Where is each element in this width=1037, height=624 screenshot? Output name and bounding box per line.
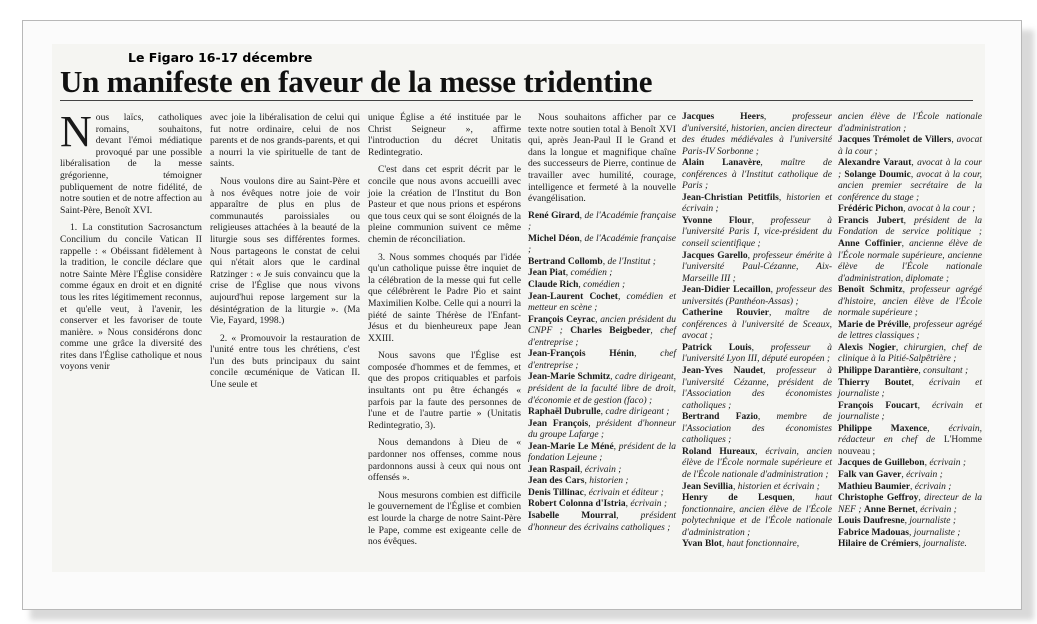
article-column-1 <box>60 107 202 379</box>
signatories-list: René Girard, de l'Académie française ; Michel Déon, de l'Académie française ; Bertrand Collomb, de l'Institut ; Jean Piat, comédien ; Claude Rich, comédien ; Jean-Laurent Cochet, comédien et metteur en scène ; François Ceyrac, ancien président du CNPF ; Charles Beigbeder, chef d'entreprise ; Jean-François Hénin, chef d'entreprise ; Jean-Marie Schmitz, cadre dirigeant, président de la faculté libre de droit, d'économie et de gestion (faco) ; Raphaël Dubrulle, cadre dirigeant ; Jean François, président d'honneur du groupe Lafarge ; Jean-Marie Le Méné, président de la fondation Lejeune ; Jean Raspail, écrivain ; Jean des Cars, historien ; Denis Tillinac, écrivain et éditeur ; Robert Colonna d'Istria, écrivain ; Isabelle Mourral, président d'honneur des écrivains catholiques ; <box>528 210 677 533</box>
signatories-list: ancien élève de l'École nationale d'administration ; Jacques Trémolet de Villers, avocat à la cour ; Alexandre Varaut, avocat à la cour ; Solange Doumic, avocat à la cour, ancien premier secrétaire de la conférence du stage ; Frédéric Pichon, avocat à la cour ; Francis Jubert, président de la Fondation de service politique ; Anne Coffinier, ancienne élève de l'École normale supérieure, ancienne élève de l'École nationale d'administration, diplomate ; Benoît Schmitz, professeur agrégé d'histoire, ancien élève de l'École normale supérieure ; Marie de Préville, professeur agrégé de lettres classiques ; Alexis Nogier, chirurgien, chef de clinique à la Pitié-Salpêtrière ; Philippe Darantière, consultant ; Thierry Boutet, écrivain et journaliste ; François Foucart, écrivain et journaliste ; Philippe Maxence, écrivain, rédacteur en chef de L'Homme nouveau ; Jacques de Guillebon, écrivain ; Falk van Gaver, écrivain ; Mathieu Baumier, écrivain ; Christophe Geffroy, directeur de la NEF ; Anne Bernet, écrivain ; Louis Daufresne, journaliste ; Fabrice Madouas, journaliste ; Hilaire de Crémiers, journaliste. <box>838 112 983 550</box>
signatories-list: Jacques Heers, professeur d'université, historien, ancien directeur des études médiévales à l'université Paris-IV Sorbonne ; Alain Lanavère, maître de conférences à l'Institut catholique de Paris ; Jean-Christian Petitfils, historien et écrivain ; Yvonne Flour, professeur à l'université Paris I, vice-président du conseil scientifique ; Jacques Garello, professeur émérite à l'université Paul-Cézanne, Aix-Marseille III ; Jean-Didier Lecaillon, professeur des universités (Panthéon-Assas) ; Catherine Rouvier, maître de conférences à l'université de Sceaux, avocat ; Patrick Louis, professeur à l'université Lyon III, député européen ; Jean-Yves Naudet, professeur à l'université Cézanne, président de l'Association des économistes catholiques ; Bertrand Fazio, membre de l'Association des économistes catholiques ; Roland Hureaux, écrivain, ancien élève de l'École normale supérieure et de l'École nationale d'administration ; Jean Sevillia, historien et écrivain ; Henry de Lesquen, haut fonctionnaire, ancien élève de l'École polytechnique et de l'École nationale d'administration ; Yvan Blot, haut fonctionnaire, <box>682 112 833 550</box>
paragraph: Nous demandons à Dieu de « pardonner nos offenses, comme nous pardonnons aussi à ceux qui nous ont offensés ». <box>368 437 521 484</box>
paragraph-text: ous laïcs, catholiques romains, souhaitons, devant l'émoi médiatique provoqué par une possible libéralisation de la messe grégorienne, témoigner publiquement de notre fidélité, de notre soutien et de notre affection au Saint-Père, Benoît XVI. <box>60 112 202 216</box>
article-headline: Un manifeste en faveur de la messe tridentine <box>60 64 653 99</box>
article-column-5 <box>682 112 832 551</box>
paragraph: unique Église a été instituée par le Christ Seigneur », affirme l'introduction du décret Unitatis Redintegratio. <box>368 112 521 158</box>
paragraph: avec joie la libéralisation de celui qui fut notre ordinaire, celui de nos parents et de nos grands-parents, et qui a nourri la vie spirituelle de tant de saints. <box>210 112 360 170</box>
source-caption: Le Figaro 16-17 décembre <box>128 50 313 65</box>
article-column-2 <box>210 112 360 397</box>
article-column-4 <box>528 112 676 534</box>
paragraph: Nous souhaitons afficher par ce texte notre soutien total à Benoît XVI qui, après Jean-Paul II le Grand et dans la longue et magnifique chaîne des successeurs de Pierre, continue de travailler avec humilité, courage, intelligence et fermeté à la nouvelle évangélisation. <box>528 112 676 205</box>
newspaper-clipping <box>52 44 985 572</box>
article-column-3 <box>368 112 521 554</box>
paragraph: 2. « Promouvoir la restauration de l'unité entre tous les chrétiens, c'est l'un des buts principaux du saint concile œcuménique de Vatican II. Une seule et <box>210 332 360 391</box>
drop-cap: N <box>60 107 92 156</box>
paragraph <box>60 107 202 216</box>
article-column-6 <box>838 112 982 551</box>
paragraph: Nous voulons dire au Saint-Père et à nos évêques notre joie de voir apparaître de plus en plus de communautés paroissiales ou religieuses attachées à la beauté de la liturgie sous ses différentes formes. Nous partageons le constat de celui qui n'était alors que le cardinal Ratzinger : « Je suis convaincu que la crise de l'Église que nous vivons aujourd'hui repose largement sur la désintégration de la liturgie ». (Ma Vie, Fayard, 1998.) <box>210 175 360 327</box>
paragraph: Nous savons que l'Église est composée d'hommes et de femmes, et que des propos critiquables et parfois insultants ont pu être échangés « parfois par la faute des personnes de l'une et de l'autre partie » (Unitatis Redintegratio, 3). <box>368 350 521 431</box>
paragraph: Nous mesurons combien est difficile le gouvernement de l'Église et combien est lourde la charge de notre Saint-Père le Pape, comme est exigeante celle de nos évêques. <box>368 489 521 548</box>
headline-rule <box>60 100 973 101</box>
paragraph: 1. La constitution Sacrosanctum Concilium du concile Vatican II rappelle : « Obéissant fidèlement à la tradition, le concile déclare que notre Sainte Mère l'Église considère comme égaux en droit et en dignité tous les rites légitimement reconnus, et qu'elle veut, à l'avenir, les conserver et les favoriser de toute manière. » Nous considérons donc comme une grâce la diversité des rites dans l'Église catholique et nous voyons venir <box>60 222 202 373</box>
paragraph: 3. Nous sommes choqués par l'idée qu'un catholique puisse être inquiet de la célébration de la messe qui fut celle que célébrèrent le Padre Pio et saint Maximilien Kolbe. Celle qui a nourri la piété de sainte Thérèse de l'Enfant-Jésus et du bienheureux pape Jean XXIII. <box>368 251 521 344</box>
paragraph: C'est dans cet esprit décrit par le concile que nous avons accueilli avec joie la création de l'Institut du Bon Pasteur et que nous prions et espérons que tous ceux qui se sont éloignés de la pleine communion suivent ce même chemin de réconciliation. <box>368 164 521 245</box>
